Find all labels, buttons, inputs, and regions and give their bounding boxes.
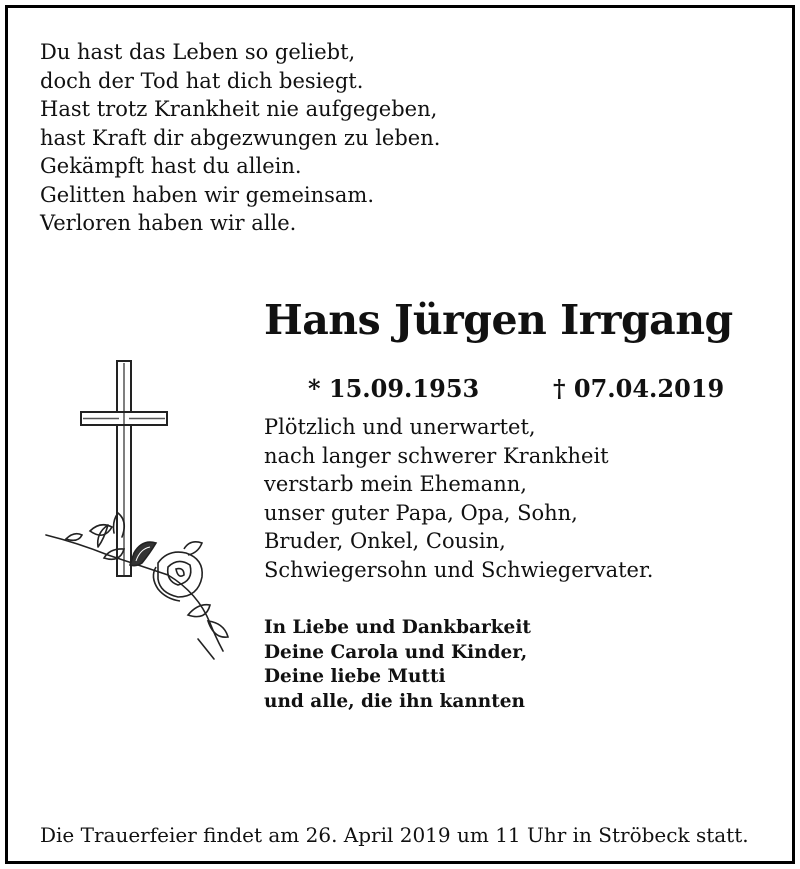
announcement-line: Bruder, Onkel, Cousin,	[264, 529, 506, 554]
announcement-line: nach langer schwerer Krankheit	[264, 443, 609, 468]
poem-line: Gelitten haben wir gemeinsam.	[40, 182, 375, 207]
poem-line: Verloren haben wir alle.	[40, 211, 297, 235]
announcement-line: Plötzlich und unerwartet,	[264, 415, 536, 439]
poem	[40, 38, 440, 238]
death-date: † 07.04.2019	[553, 374, 725, 403]
funeral-info: Die Trauerfeier findet am 26. April 2019 um 11 Uhr in Ströbeck statt.	[40, 823, 749, 847]
announcement-line: Schwiegersohn und Schwiegervater.	[264, 557, 654, 582]
signature-line: Deine Carola und Kinder,	[264, 641, 528, 663]
signature-line: und alle, die ihn kannten	[264, 690, 525, 712]
announcement-line: verstarb mein Ehemann,	[264, 472, 527, 497]
signature-line: In Liebe und Dankbarkeit	[264, 617, 531, 638]
announcement-text	[264, 413, 653, 585]
poem-line: Hast trotz Krankheit nie aufgegeben,	[40, 97, 438, 121]
obituary-notice	[5, 5, 795, 864]
deceased-name: Hans Jürgen Irrgang	[264, 296, 733, 344]
cross-with-rose-icon	[38, 353, 238, 663]
mourners-signature	[264, 616, 531, 714]
announcement-line: unser guter Papa, Opa, Sohn,	[264, 500, 578, 525]
poem-line: hast Kraft dir abgezwungen zu leben.	[40, 125, 441, 150]
signature-line: Deine liebe Mutti	[264, 666, 446, 687]
poem-line: Du hast das Leben so geliebt,	[40, 40, 356, 64]
poem-line: doch der Tod hat dich besiegt.	[40, 68, 364, 93]
birth-date: * 15.09.1953	[308, 374, 480, 403]
poem-line: Gekämpft hast du allein.	[40, 154, 302, 178]
